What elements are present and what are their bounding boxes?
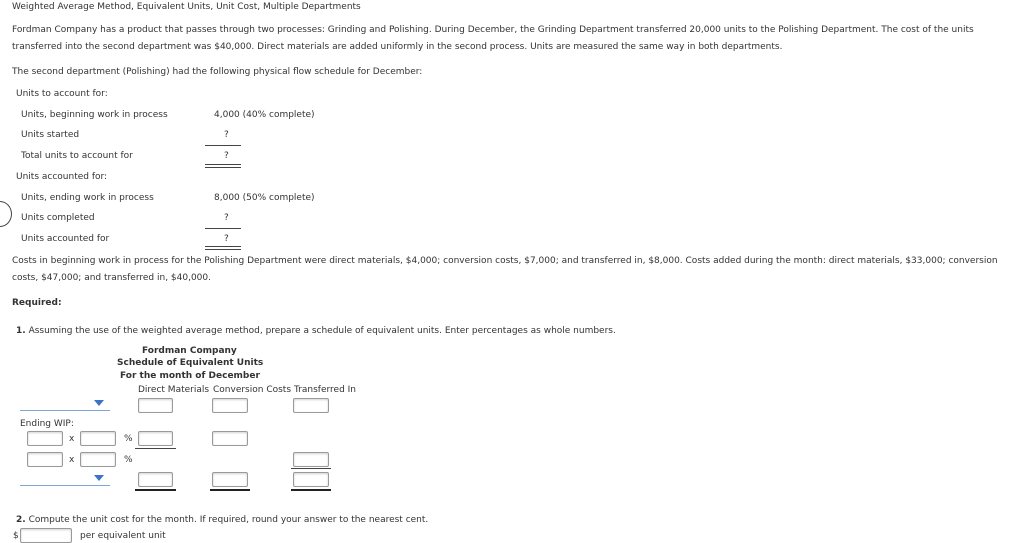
question-number: 1. (16, 326, 26, 336)
question-1-text: Assuming the use of the weighted average method, prepare a schedule of equivalent units. Enter percentages as whole numbers. (28, 326, 616, 336)
subtotal-rule (205, 228, 241, 229)
units-accounted-value: ? (224, 234, 229, 244)
total-double-rule (205, 246, 241, 250)
edge-circle-decoration (0, 201, 12, 227)
row-1-label-dropdown[interactable] (20, 396, 110, 411)
row-2-conversion-costs-input[interactable] (212, 431, 248, 446)
row-2-direct-materials-input[interactable] (138, 431, 173, 446)
currency-symbol: $ (13, 531, 19, 541)
ending-wip-schedule-label: Ending WIP: (20, 419, 74, 429)
units-started-label: Units started (21, 130, 80, 140)
row-4-label-dropdown[interactable] (20, 471, 110, 486)
total-rule (291, 489, 331, 491)
percent-symbol: % (124, 455, 133, 465)
page-title: Weighted Average Method, Equivalent Units, Unit Cost, Multiple Departments (12, 2, 361, 12)
units-accounted-header: Units accounted for: (16, 172, 108, 182)
row-1-direct-materials-input[interactable] (138, 398, 173, 413)
unit-cost-suffix: per equivalent unit (80, 531, 166, 541)
total-transferred-in-input[interactable] (293, 472, 329, 487)
row-1-transferred-in-input[interactable] (293, 398, 329, 413)
question-number: 2. (16, 515, 26, 525)
company-name: Fordman Company (142, 346, 237, 356)
times-symbol: x (69, 434, 75, 444)
total-units-value: ? (224, 151, 229, 161)
flow-intro: The second department (Polishing) had the following physical flow schedule for December: (12, 67, 423, 77)
units-completed-label: Units completed (21, 213, 95, 223)
ending-wip-label: Units, ending work in process (21, 193, 154, 203)
beginning-wip-label: Units, beginning work in process (21, 110, 168, 120)
total-conversion-costs-input[interactable] (212, 472, 248, 487)
ending-wip-percent-input[interactable] (80, 431, 116, 446)
units-started-value: ? (224, 130, 229, 140)
subtotal-rule (205, 145, 241, 146)
chevron-down-icon (94, 400, 104, 406)
problem-intro: Fordman Company has a product that passes through two processes: Grinding and Polishing. During December, the Grinding Department transferred 20,000 units to the Polishing Department. The cost of the units transferred into the second department was $40,000. Direct materials are added uniformly in the second process. Units are measured the same way in both departments. (12, 25, 974, 52)
total-units-label: Total units to account for (21, 151, 133, 161)
percent-symbol: % (124, 434, 133, 444)
beginning-wip-value: 4,000 (40% complete) (214, 110, 315, 120)
total-rule (210, 489, 250, 491)
total-rule (135, 489, 176, 491)
col-header-conversion-costs: Conversion Costs (213, 385, 292, 395)
costs-paragraph: Costs in beginning work in process for the Polishing Department were direct materials, $4,000; conversion costs, $7,000; and transferred in, $8,000. Costs added during the month: direct materials, $33,000; conversion costs, $47,000; and transferred in, $40,000. (12, 256, 998, 283)
units-to-account-header: Units to account for: (16, 89, 108, 99)
subtotal-rule (291, 468, 331, 469)
required-label: Required: (12, 298, 62, 308)
times-symbol: x (69, 455, 75, 465)
question-2-text: Compute the unit cost for the month. If required, round your answer to the nearest cent. (28, 515, 429, 525)
unit-cost-input[interactable] (20, 528, 72, 543)
ending-wip-units-input-2[interactable] (27, 452, 63, 467)
col-header-direct-materials: Direct Materials (138, 385, 210, 395)
row-1-conversion-costs-input[interactable] (212, 398, 248, 413)
ending-wip-percent-input-2[interactable] (80, 452, 116, 467)
col-header-transferred-in: Transferred In (294, 385, 357, 395)
schedule-period: For the month of December (120, 371, 260, 381)
units-completed-value: ? (224, 213, 229, 223)
ending-wip-units-input[interactable] (27, 431, 63, 446)
schedule-title: Schedule of Equivalent Units (117, 358, 264, 368)
subtotal-rule (135, 448, 176, 449)
ending-wip-value: 8,000 (50% complete) (214, 193, 315, 203)
chevron-down-icon (94, 475, 104, 481)
question-2 (16, 515, 428, 525)
row-3-transferred-in-input[interactable] (293, 452, 329, 467)
units-accounted-label: Units accounted for (21, 234, 110, 244)
question-1 (16, 326, 616, 336)
total-direct-materials-input[interactable] (138, 472, 173, 487)
total-double-rule (205, 164, 241, 168)
